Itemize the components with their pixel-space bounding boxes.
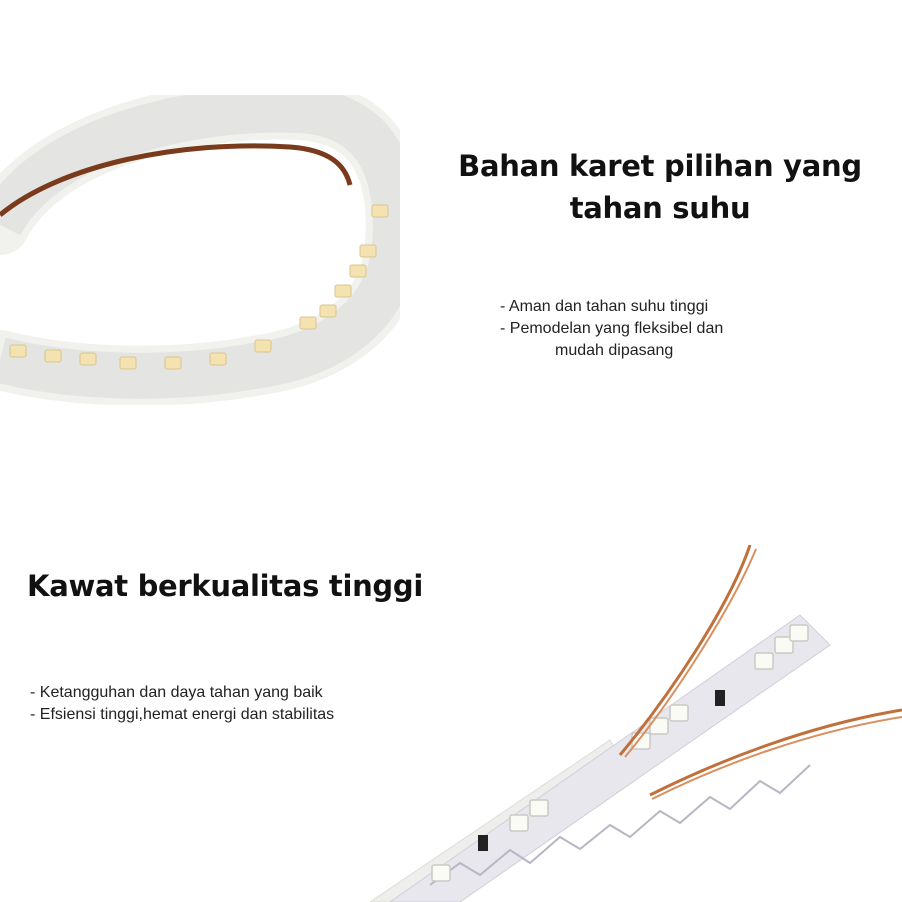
led-strip-coil-image — [0, 95, 400, 405]
top-heading-line1: Bahan karet pilihan yang — [458, 149, 862, 183]
top-feature-section — [0, 0, 902, 450]
top-bullet-3: mudah dipasang — [555, 342, 674, 359]
top-heading-line2: tahan suhu — [569, 191, 751, 225]
top-bullet-2: - Pemodelan yang fleksibel dan — [500, 320, 724, 337]
top-heading — [420, 145, 900, 229]
top-bullet-list — [500, 296, 723, 362]
led-strip-wire-image — [370, 545, 902, 902]
resistor-r13 — [478, 835, 488, 851]
bottom-feature-section — [0, 450, 902, 902]
bottom-bullet-2: - Efsiensi tinggi,hemat energi dan stabilitas — [30, 706, 335, 723]
bottom-bullet-list — [30, 682, 334, 726]
bottom-heading: Kawat berkualitas tinggi — [27, 569, 423, 603]
top-bullet-1: - Aman dan tahan suhu tinggi — [500, 298, 709, 315]
bottom-bullet-1: - Ketangguhan dan daya tahan yang baik — [30, 684, 323, 701]
resistor-r14 — [715, 690, 725, 706]
